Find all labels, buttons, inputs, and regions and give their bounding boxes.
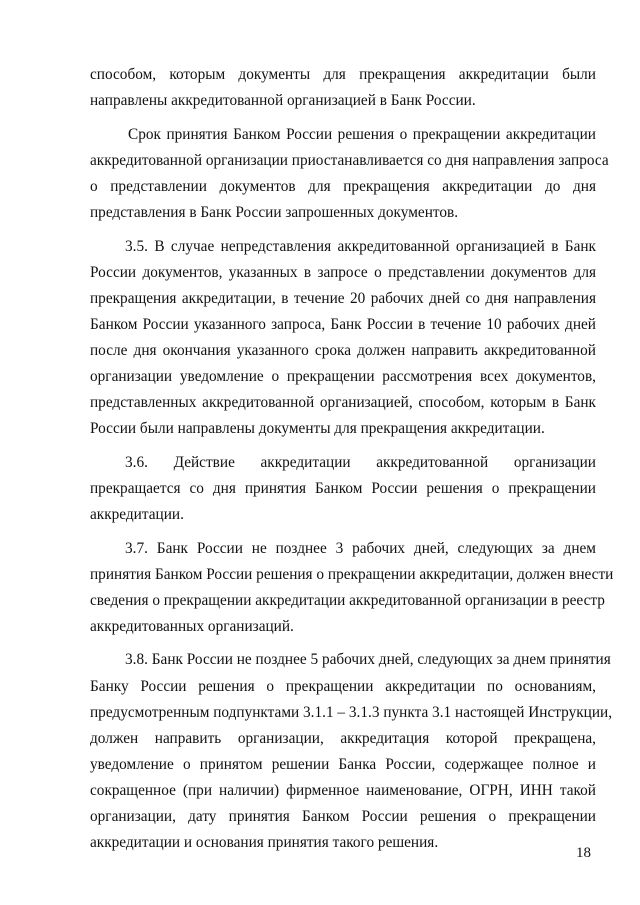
paragraph	[90, 62, 596, 114]
paragraph-gap	[90, 640, 596, 648]
paragraph	[90, 536, 614, 640]
text-line: принятия Банком России решения о прекращении аккредитации, должен внести	[90, 565, 614, 583]
paragraph	[90, 450, 596, 528]
text-line: аккредитованных организаций.	[90, 617, 294, 635]
text-line: прекращается со дня принятия Банком России решения о прекращении	[90, 479, 596, 497]
text-line: представления в Банк России запрошенных документов.	[90, 203, 459, 221]
paragraph	[90, 122, 609, 226]
paragraph	[90, 234, 596, 443]
text-line: Срок принятия Банком России решения о прекращении аккредитации	[128, 125, 596, 143]
paragraph-gap	[90, 528, 596, 536]
text-line: прекращения аккредитации, в течение 20 рабочих дней со дня направления	[90, 289, 596, 307]
text-line: предусмотренным подпунктами 3.1.1 – 3.1.3 пункта 3.1 настоящей Инструкции,	[90, 703, 613, 721]
paragraph-gap	[90, 226, 596, 234]
text-line: аккредитации и основания принятия такого решения.	[90, 834, 439, 852]
text-line: 3.8. Банк России не позднее 5 рабочих дней, следующих за днем принятия	[125, 651, 611, 669]
text-line: уведомление о принятом решении Банка России, содержащее полное и	[90, 755, 596, 773]
text-line: способом, которым документы для прекращения аккредитации были	[90, 66, 596, 83]
text-line: аккредитованной организации приостанавливается со дня направления запроса	[90, 151, 609, 169]
paragraph-gap	[90, 442, 596, 450]
paragraph-gap	[90, 114, 596, 122]
text-line: 3.6. Действие аккредитации аккредитованной организации	[125, 453, 596, 471]
text-line: организации уведомление о прекращении рассмотрения всех документов,	[90, 368, 596, 386]
document-body	[90, 62, 614, 856]
text-line: организации, дату принятия Банком России решения о прекращении	[90, 808, 596, 826]
text-line: 3.7. Банк России не позднее 3 рабочих дней, следующих за днем	[125, 539, 596, 557]
text-line: о представлении документов для прекращения аккредитации до дня	[90, 177, 596, 195]
text-line: сокращенное (при наличии) фирменное наименование, ОГРН, ИНН такой	[90, 781, 596, 799]
text-line: представленных аккредитованной организацией, способом, которым в Банк	[90, 394, 596, 412]
text-line: Банку России решения о прекращении аккредитации по основаниям,	[90, 677, 596, 695]
text-line: должен направить организации, аккредитация которой прекращена,	[90, 729, 596, 747]
text-line: России были направлены документы для прекращения аккредитации.	[90, 420, 545, 438]
paragraph	[90, 647, 613, 856]
text-line: аккредитации.	[90, 506, 184, 523]
text-line: после дня окончания указанного срока должен направить аккредитованной	[90, 341, 596, 359]
text-line: сведения о прекращении аккредитации аккредитованной организации в реестр	[90, 591, 605, 609]
page-number: 18	[576, 845, 591, 861]
text-line: Банком России указанного запроса, Банк России в течение 10 рабочих дней	[90, 315, 596, 333]
text-line: направлены аккредитованной организацией в Банк России.	[90, 92, 476, 110]
text-line: России документов, указанных в запросе о представлении документов для	[90, 263, 596, 281]
text-line: 3.5. В случае непредставления аккредитованной организацией в Банк	[125, 237, 596, 255]
